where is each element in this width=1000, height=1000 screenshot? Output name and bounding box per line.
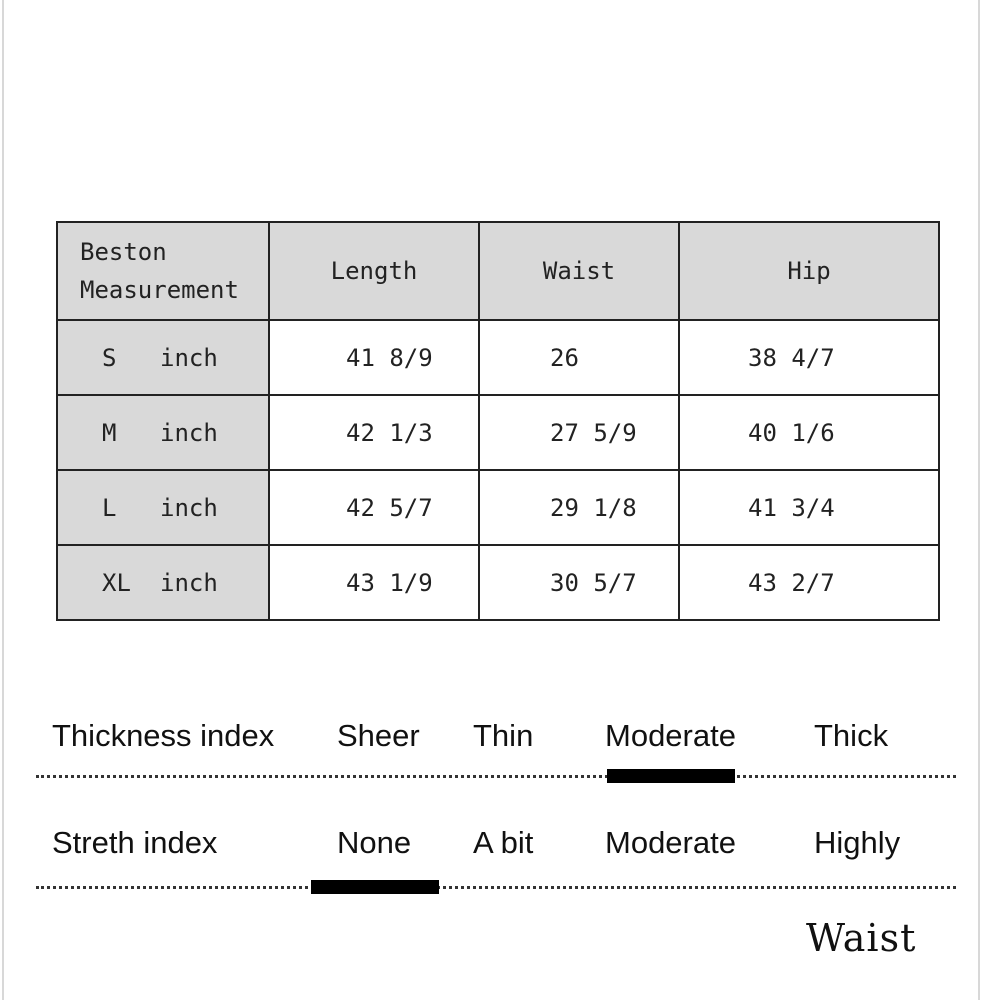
size-cell	[57, 395, 269, 470]
size-chart-table	[56, 221, 940, 621]
size-cell	[57, 545, 269, 620]
hip-value: 38 4/7	[679, 320, 939, 395]
thickness-option-moderate: Moderate	[605, 718, 736, 753]
stretch-scale-line	[36, 886, 956, 889]
thickness-index-row	[52, 718, 962, 758]
header-hip: Hip	[679, 222, 939, 320]
size-cell	[57, 470, 269, 545]
length-value: 42 5/7	[269, 470, 479, 545]
stretch-option-a-bit: A bit	[473, 825, 534, 860]
thickness-index-label: Thickness index	[52, 718, 275, 753]
stretch-index-row	[52, 825, 962, 865]
waist-value: 30 5/7	[479, 545, 679, 620]
table-row	[57, 470, 939, 545]
size-label: M	[102, 418, 117, 447]
stretch-option-none: None	[337, 825, 412, 860]
stretch-option-highly: Highly	[814, 825, 901, 860]
thickness-scale-line	[36, 775, 956, 778]
size-label: S	[102, 343, 117, 372]
length-value: 41 8/9	[269, 320, 479, 395]
waist-footer-label: Waist	[806, 916, 917, 960]
header-measurement: Measurement	[80, 276, 239, 304]
header-waist: Waist	[479, 222, 679, 320]
size-cell	[57, 320, 269, 395]
size-label: XL	[102, 568, 131, 597]
stretch-selected-marker	[311, 880, 439, 894]
stretch-option-moderate: Moderate	[605, 825, 736, 860]
waist-value: 29 1/8	[479, 470, 679, 545]
header-brand-measurement	[57, 222, 269, 320]
size-label: L	[102, 493, 117, 522]
stretch-index-label: Streth index	[52, 825, 218, 860]
thickness-selected-marker	[607, 769, 735, 783]
unit-label: inch	[160, 568, 218, 597]
waist-value: 26	[479, 320, 679, 395]
hip-value: 40 1/6	[679, 395, 939, 470]
thickness-option-thick: Thick	[814, 718, 889, 753]
hip-value: 41 3/4	[679, 470, 939, 545]
header-brand: Beston	[80, 238, 167, 266]
length-value: 43 1/9	[269, 545, 479, 620]
table-row	[57, 320, 939, 395]
length-value: 42 1/3	[269, 395, 479, 470]
thickness-option-thin: Thin	[473, 718, 534, 753]
header-length: Length	[269, 222, 479, 320]
thickness-option-sheer: Sheer	[337, 718, 420, 753]
table-row	[57, 395, 939, 470]
unit-label: inch	[160, 343, 218, 372]
unit-label: inch	[160, 493, 218, 522]
table-row	[57, 545, 939, 620]
table-header-row	[57, 222, 939, 320]
unit-label: inch	[160, 418, 218, 447]
hip-value: 43 2/7	[679, 545, 939, 620]
waist-value: 27 5/9	[479, 395, 679, 470]
